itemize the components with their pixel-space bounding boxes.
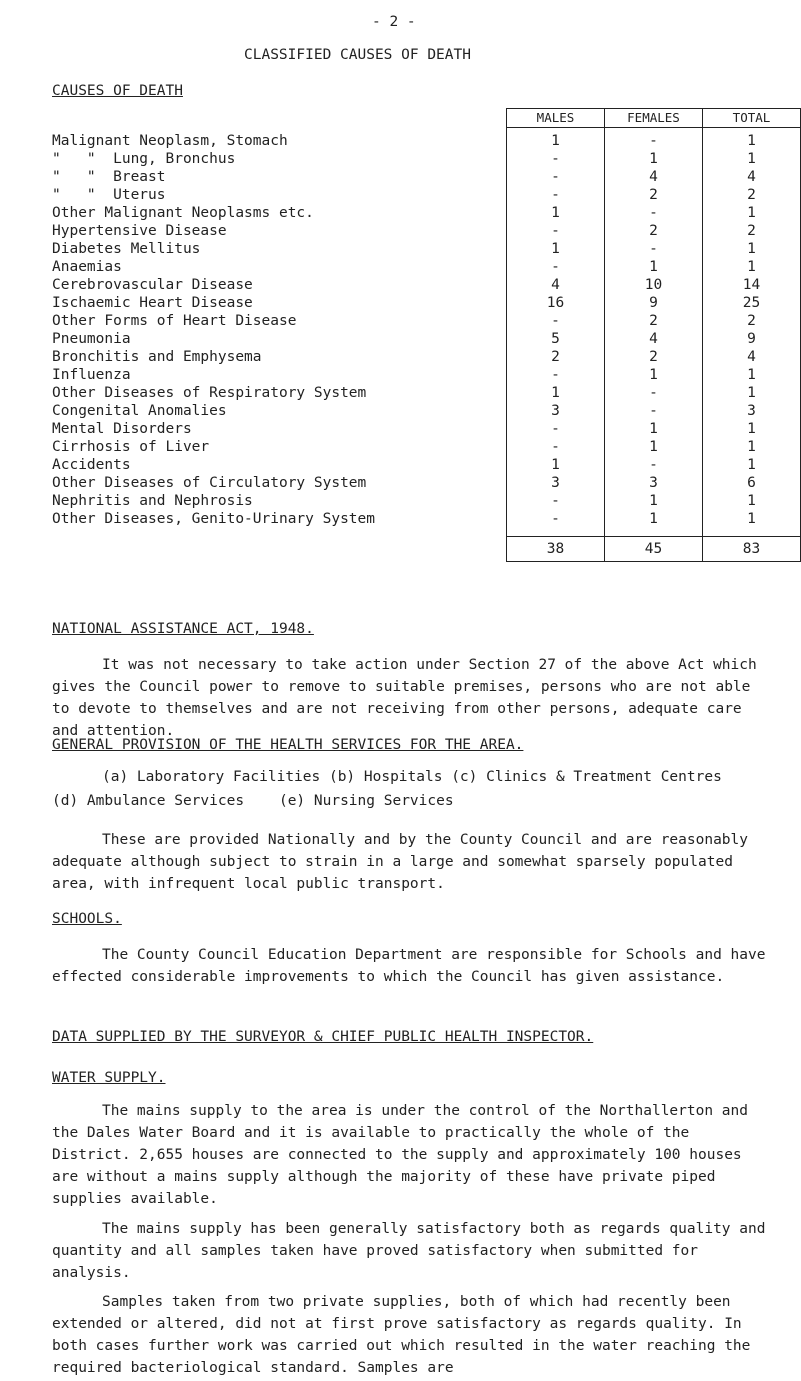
cause-label: Bronchitis and Emphysema [52, 349, 262, 365]
total-value: 3 [703, 402, 801, 420]
table-row [52, 420, 801, 438]
total-value: 2 [703, 222, 801, 240]
cause-label: Other Diseases of Circulatory System [52, 475, 367, 491]
national-assistance-body [52, 654, 772, 742]
schools-body [52, 944, 772, 988]
data-supplied-heading: DATA SUPPLIED BY THE SURVEYOR & CHIEF PUBLIC HEALTH INSPECTOR. [52, 1029, 594, 1045]
general-provision-text: These are provided Nationally and by the County Council and are reasonably adequate although subject to strain in a large and somewhat sparsely populated area, with infrequent local public transport. [52, 832, 749, 892]
services-list-line-1: (a) Laboratory Facilities (b) Hospitals (c) Clinics & Treatment Centres [102, 769, 722, 785]
table-row [52, 168, 801, 186]
water-supply-para-3 [52, 1291, 772, 1379]
total-value: 1 [703, 128, 801, 151]
females-value: 1 [605, 492, 703, 510]
males-value: - [507, 438, 605, 456]
cause-label: Cirrhosis of Liver [52, 439, 210, 455]
males-value: 3 [507, 402, 605, 420]
males-value: - [507, 186, 605, 204]
females-value: 9 [605, 294, 703, 312]
total-males: 38 [507, 537, 605, 562]
females-value: 10 [605, 276, 703, 294]
females-value: 4 [605, 168, 703, 186]
national-assistance-text: It was not necessary to take action under Section 27 of the above Act which gives the Council power to remove to suitable premises, persons who are not able to devote to themselves and are not receiving from other persons, adequate care and attention. [52, 657, 757, 739]
cause-label: Congenital Anomalies [52, 403, 227, 419]
water-supply-text-1: The mains supply to the area is under the control of the Northallerton and the Dales Water Board and it is available to practically the whole of the District. 2,655 houses are connected to the supply and approximately 100 houses are without a mains supply although the majority of these have private piped supplies available. [52, 1103, 749, 1207]
males-value: 5 [507, 330, 605, 348]
table-row [52, 186, 801, 204]
males-value: - [507, 420, 605, 438]
males-value: 2 [507, 348, 605, 366]
total-value: 1 [703, 492, 801, 510]
table-row [52, 456, 801, 474]
cause-label: Influenza [52, 367, 131, 383]
total-value: 2 [703, 312, 801, 330]
total-value: 1 [703, 240, 801, 258]
table-row [52, 492, 801, 510]
general-provision-heading: GENERAL PROVISION OF THE HEALTH SERVICES FOR THE AREA. [52, 737, 524, 753]
total-value: 1 [703, 258, 801, 276]
males-value: - [507, 150, 605, 168]
females-value: 1 [605, 258, 703, 276]
total-value: 1 [703, 510, 801, 528]
females-value: 3 [605, 474, 703, 492]
females-value: - [605, 204, 703, 222]
table-row [52, 330, 801, 348]
cause-label: Hypertensive Disease [52, 223, 227, 239]
females-value: 1 [605, 510, 703, 528]
table-row [52, 294, 801, 312]
water-supply-text-3: Samples taken from two private supplies, both of which had recently been extended or altered, did not at first prove satisfactory as regards quality. In both cases further work was carried out which resulted in the water reaching the required bacteriological standard. Samples are [52, 1294, 751, 1376]
grand-total: 83 [703, 537, 801, 562]
males-value: 1 [507, 128, 605, 151]
females-value: 2 [605, 222, 703, 240]
total-value: 1 [703, 438, 801, 456]
water-supply-para-2 [52, 1218, 772, 1284]
females-value: 4 [605, 330, 703, 348]
table-row [52, 474, 801, 492]
national-assistance-heading: NATIONAL ASSISTANCE ACT, 1948. [52, 621, 314, 637]
table-row [52, 348, 801, 366]
total-value: 4 [703, 348, 801, 366]
table-row [52, 312, 801, 330]
cause-label: Ischaemic Heart Disease [52, 295, 253, 311]
total-value: 6 [703, 474, 801, 492]
females-value: 1 [605, 438, 703, 456]
causes-heading: CAUSES OF DEATH [52, 83, 183, 99]
females-value: 2 [605, 348, 703, 366]
water-supply-text-2: The mains supply has been generally satisfactory both as regards quality and quantity and all samples taken have proved satisfactory when submitted for analysis. [52, 1221, 766, 1281]
total-value: 1 [703, 456, 801, 474]
totals-label [52, 537, 507, 562]
page-title: CLASSIFIED CAUSES OF DEATH [244, 47, 471, 63]
females-value: 1 [605, 150, 703, 168]
males-value: - [507, 366, 605, 384]
females-value: - [605, 456, 703, 474]
cause-label: Anaemias [52, 259, 122, 275]
females-value: - [605, 240, 703, 258]
column-header-females: FEMALES [605, 109, 703, 128]
females-value: 2 [605, 312, 703, 330]
total-value: 1 [703, 366, 801, 384]
total-value: 1 [703, 420, 801, 438]
table-row [52, 240, 801, 258]
females-value: - [605, 402, 703, 420]
table-row [52, 276, 801, 294]
cause-label: Other Diseases, Genito-Urinary System [52, 511, 376, 527]
cause-label: Cerebrovascular Disease [52, 277, 253, 293]
total-value: 1 [703, 384, 801, 402]
table-row [52, 402, 801, 420]
cause-label: " " Uterus [52, 187, 166, 203]
males-value: 1 [507, 384, 605, 402]
cause-label: Other Malignant Neoplasms etc. [52, 205, 314, 221]
females-value: 2 [605, 186, 703, 204]
table-body [52, 128, 801, 562]
cause-label: " " Lung, Bronchus [52, 151, 236, 167]
cause-label: Malignant Neoplasm, Stomach [52, 132, 288, 149]
page-number: - 2 - [372, 14, 416, 30]
total-value: 1 [703, 204, 801, 222]
table-row [52, 384, 801, 402]
schools-text: The County Council Education Department are responsible for Schools and have effected considerable improvements to which the Council has given assistance. [52, 947, 766, 985]
table-row [52, 204, 801, 222]
total-value: 14 [703, 276, 801, 294]
water-supply-heading: WATER SUPPLY. [52, 1070, 166, 1086]
males-value: - [507, 168, 605, 186]
water-supply-para-1 [52, 1100, 772, 1210]
table-row [52, 366, 801, 384]
females-value: - [605, 128, 703, 151]
causes-of-death-table [52, 108, 801, 562]
males-value: 3 [507, 474, 605, 492]
females-value: 1 [605, 420, 703, 438]
males-value: 1 [507, 456, 605, 474]
general-provision-body [52, 829, 772, 895]
table-row [52, 510, 801, 528]
males-value: 1 [507, 240, 605, 258]
cause-label: Nephritis and Nephrosis [52, 493, 253, 509]
females-value: - [605, 384, 703, 402]
column-header-males: MALES [507, 109, 605, 128]
schools-heading: SCHOOLS. [52, 911, 122, 927]
table-row [52, 258, 801, 276]
total-value: 1 [703, 150, 801, 168]
cause-label: Pneumonia [52, 331, 131, 347]
males-value: 1 [507, 204, 605, 222]
services-list-line-2: (d) Ambulance Services (e) Nursing Services [52, 793, 454, 809]
total-value: 4 [703, 168, 801, 186]
males-value: - [507, 258, 605, 276]
total-value: 9 [703, 330, 801, 348]
cause-label: Other Diseases of Respiratory System [52, 385, 367, 401]
males-value: - [507, 510, 605, 528]
table-row [52, 150, 801, 168]
males-value: 16 [507, 294, 605, 312]
column-header-total: TOTAL [703, 109, 801, 128]
cause-label: " " Breast [52, 169, 166, 185]
cause-label: Mental Disorders [52, 421, 192, 437]
table-row [52, 128, 801, 151]
table-header-row [52, 109, 801, 128]
cause-label: Accidents [52, 457, 131, 473]
total-females: 45 [605, 537, 703, 562]
males-value: - [507, 312, 605, 330]
total-value: 2 [703, 186, 801, 204]
table-row [52, 222, 801, 240]
totals-row [52, 537, 801, 562]
cause-label: Diabetes Mellitus [52, 241, 201, 257]
males-value: - [507, 222, 605, 240]
females-value: 1 [605, 366, 703, 384]
total-value: 25 [703, 294, 801, 312]
males-value: 4 [507, 276, 605, 294]
table-row [52, 438, 801, 456]
cause-label: Other Forms of Heart Disease [52, 313, 297, 329]
males-value: - [507, 492, 605, 510]
